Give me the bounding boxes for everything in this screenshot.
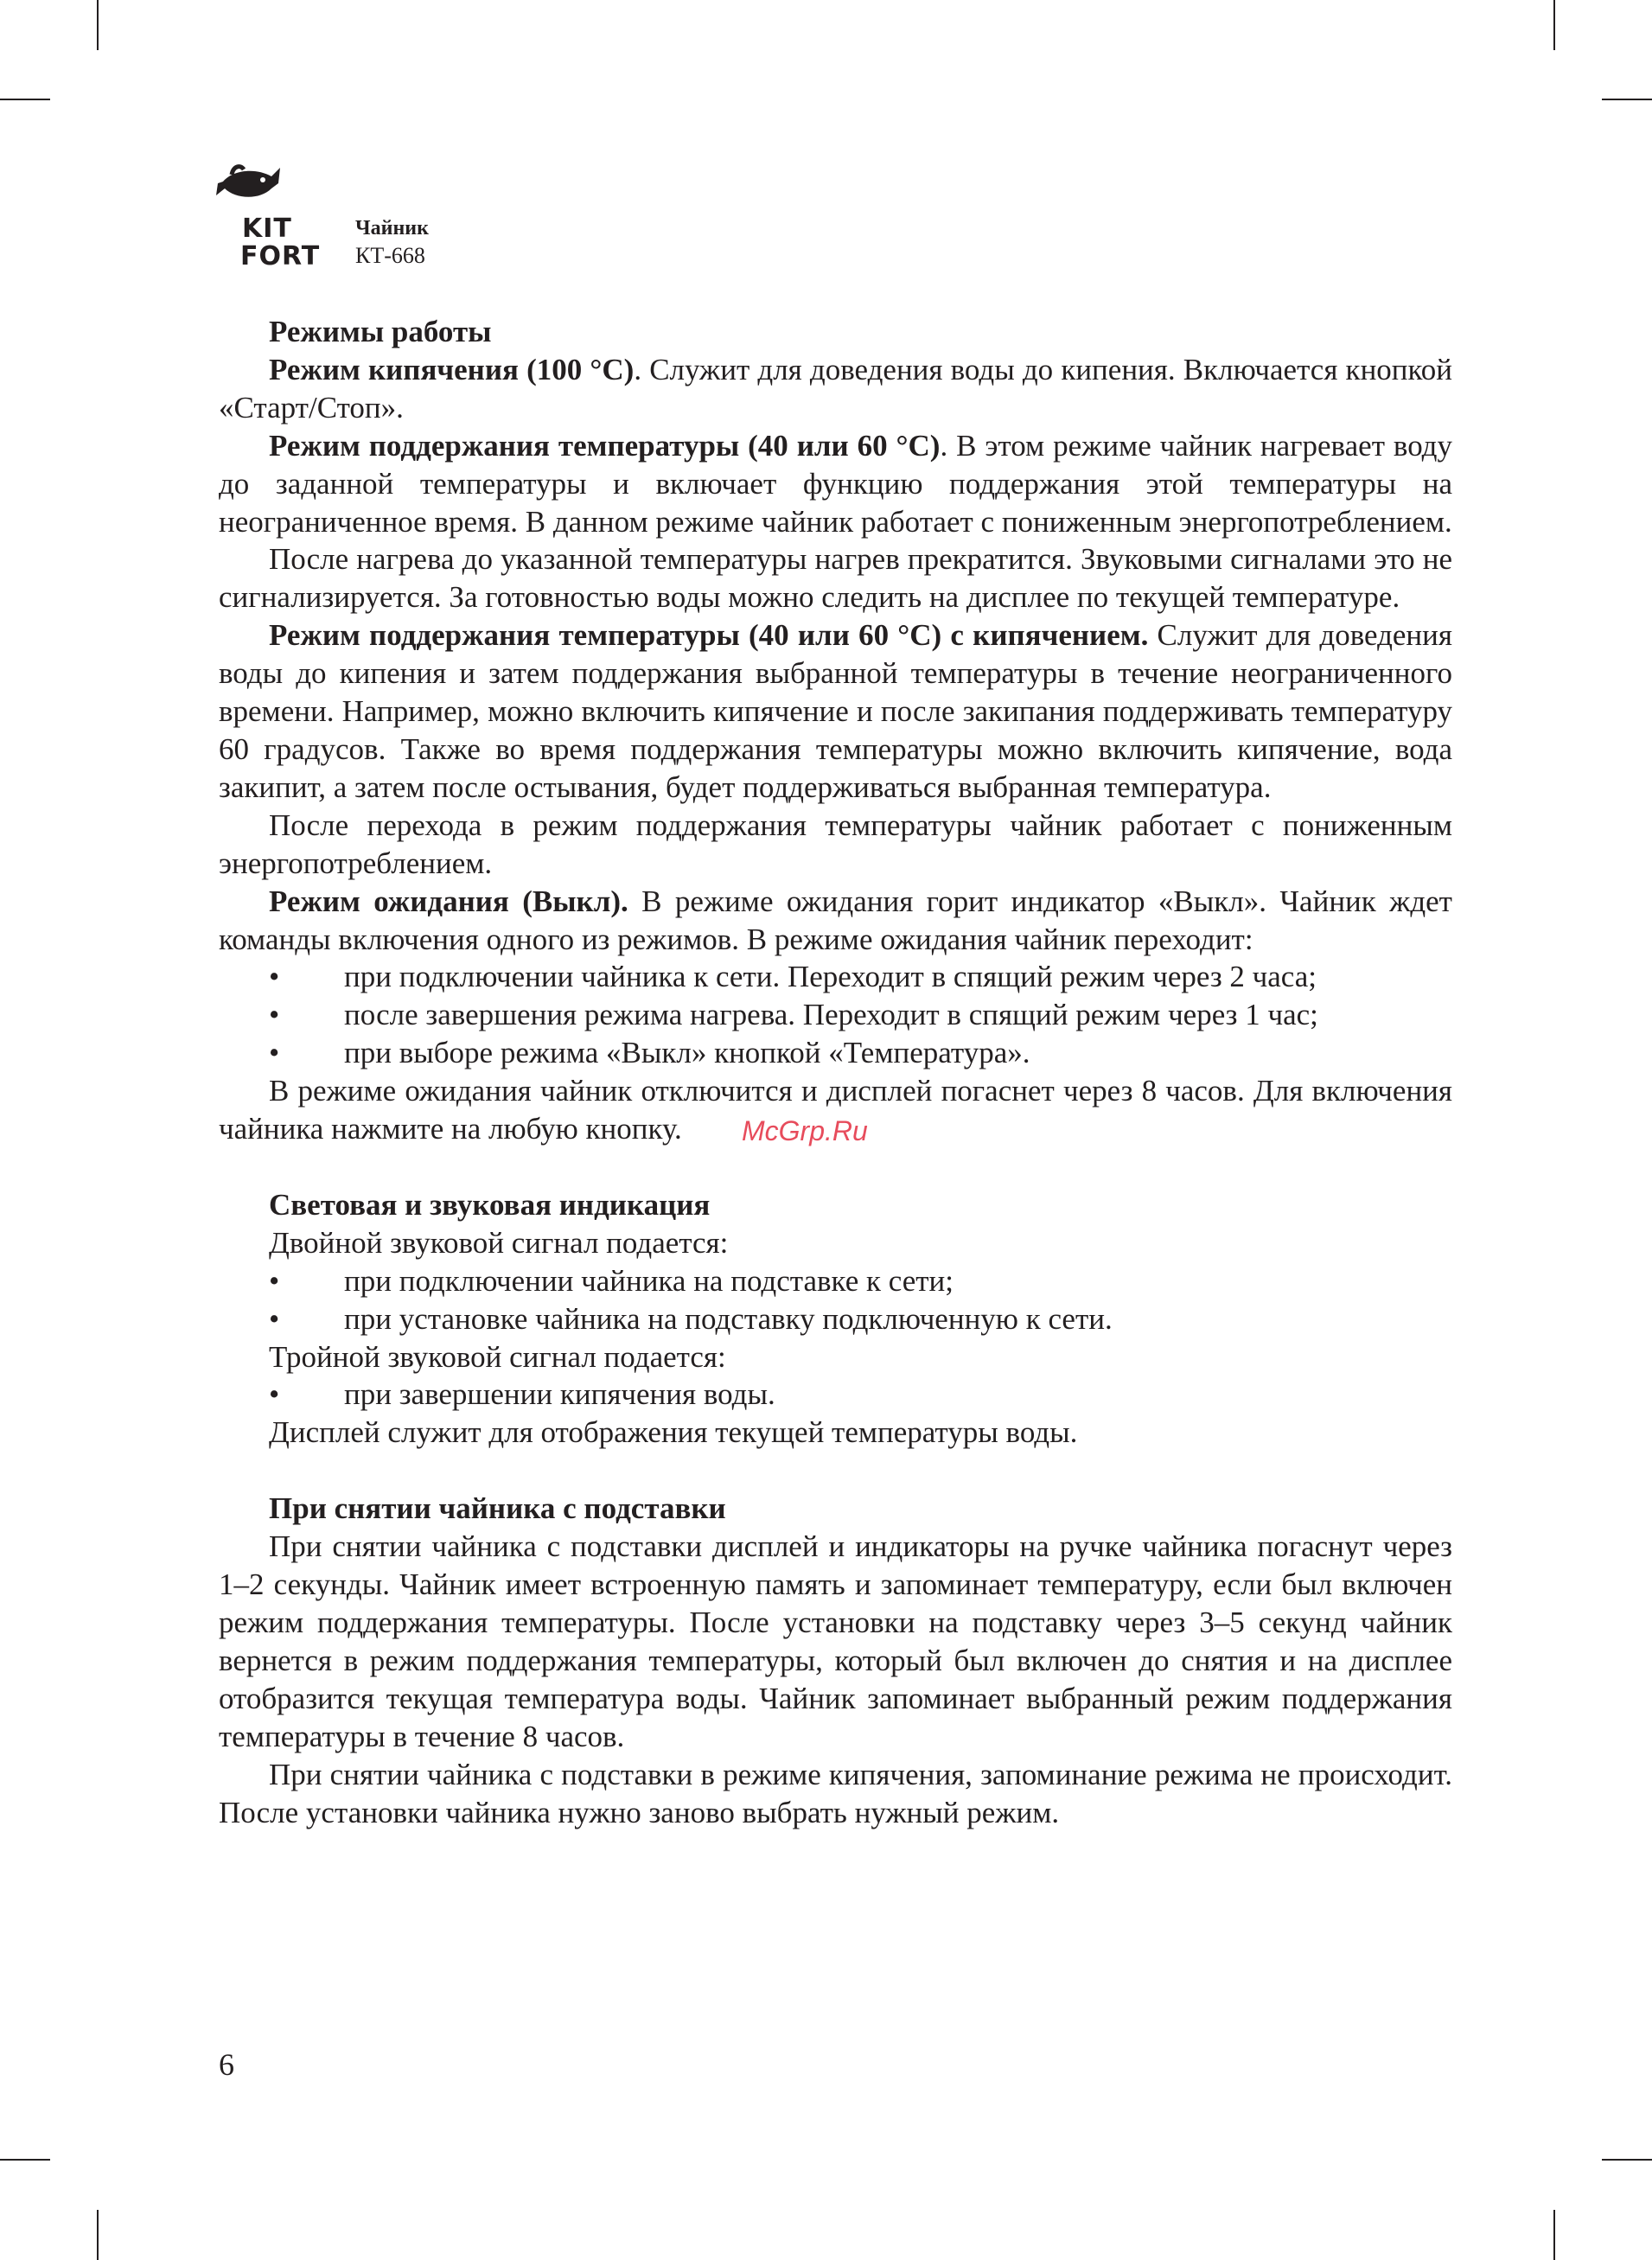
section-title-indication: Световая и звуковая индикация: [269, 1187, 711, 1222]
paragraph-removal-2: При снятии чайника с подставки в режиме кипячения, запоминание режима не происходит. После установки чайника нужно заново выбрать нужный режим.: [219, 1757, 1452, 1829]
paragraph-keep-mode: [219, 427, 1452, 541]
section-title-removal: При снятии чайника с подставки: [269, 1491, 726, 1526]
paragraph-standby-mode: [219, 883, 1452, 959]
text-boil-mode: . Служит для доведения воды до кипения. Включается кнопкой «Старт/Стоп».: [219, 352, 1452, 425]
page-number: 6: [219, 2047, 234, 2082]
crop-mark: [1602, 2159, 1652, 2161]
double-signal-intro: Двойной звуковой сигнал подается:: [269, 1225, 729, 1260]
list-item-text: при подключении чайника к сети. Переходит в спящий режим через 2 часа;: [344, 960, 1317, 994]
section-title-modes: Режимы работы: [269, 315, 492, 348]
crop-mark: [0, 99, 50, 100]
paragraph-keep-boil-mode: [219, 616, 1452, 807]
page-header: [214, 164, 560, 285]
product-name: Чайник: [355, 217, 429, 239]
crop-mark: [1553, 0, 1555, 50]
crop-mark: [97, 2210, 99, 2260]
triple-signal-intro: Тройной звуковой сигнал подается:: [269, 1339, 726, 1374]
list-item-text: при установке чайника на подставку подключенную к сети.: [344, 1301, 1113, 1336]
list-item: [219, 1376, 1452, 1414]
paragraph-keep-note: После нагрева до указанной температуры нагрев прекратится. Звуковыми сигналами это не сигнализируется. За готовностью воды можно следить на дисплее по текущей температуре.: [219, 542, 1452, 615]
list-item-text: при подключении чайника на подставке к сети;: [344, 1263, 954, 1298]
product-model: КТ-668: [355, 243, 425, 268]
text-standby-mode: В режиме ожидания горит индикатор «Выкл». Чайник ждет команды включения одного из режимов. В режиме ожидания чайник переходит:: [219, 884, 1452, 956]
text-keep-mode: . В этом режиме чайник нагревает воду до заданной температуры и включает функцию поддержания этой температуры на неограниченное время. В данном режиме чайник работает с пониженным энергопотреблением.: [219, 428, 1452, 539]
crop-mark: [97, 0, 99, 50]
document-body: [219, 313, 1452, 1831]
term-keep-mode: Режим поддержания температуры (40 или 60 °С): [269, 428, 941, 463]
bullet-marker: •: [269, 998, 280, 1032]
list-item: [219, 1034, 1452, 1072]
term-standby-mode: Режим ожидания (Выкл).: [269, 884, 628, 918]
paragraph-boil-mode: [219, 351, 1452, 427]
paragraph-standby-note: В режиме ожидания чайник отключится и дисплей погаснет через 8 часов. Для включения чайника нажмите на любую кнопку.: [219, 1074, 1452, 1146]
list-item-text: при завершении кипячения воды.: [344, 1377, 775, 1412]
list-item: [219, 996, 1452, 1034]
text-keep-boil-mode: Служит для доведения воды до кипения и затем поддержания выбранной температуры в течение неограниченного времени. Например, можно включить кипячение и после закипания поддерживать температуру 60 градусов. Также во время поддержания температуры можно включить кипячение, вода закипит, а затем после остывания, будет поддерживаться выбранная температура.: [219, 618, 1452, 804]
logo-text-fort: FORT: [240, 241, 321, 271]
list-item: [219, 958, 1452, 996]
bullet-marker: •: [269, 960, 280, 994]
crop-mark: [1602, 99, 1652, 100]
crop-mark: [1553, 2210, 1555, 2260]
list-item-text: при выборе режима «Выкл» кнопкой «Температура».: [344, 1036, 1030, 1070]
logo-text-kit: KIT: [242, 214, 292, 244]
list-item-text: после завершения режима нагрева. Переходит в спящий режим через 1 час;: [344, 998, 1318, 1032]
bullet-marker: •: [269, 1263, 280, 1298]
watermark: McGrp.Ru: [742, 1115, 868, 1146]
list-item: [219, 1300, 1452, 1338]
display-note: Дисплей служит для отображения текущей температуры воды.: [269, 1415, 1078, 1450]
paragraph-keep-boil-note: После перехода в режим поддержания температуры чайник работает с пониженным энергопотреблением.: [219, 808, 1452, 880]
term-keep-boil-mode: Режим поддержания температуры (40 или 60 °С) с кипячением.: [269, 618, 1149, 653]
kitfort-fish-logo-icon: [214, 164, 284, 207]
paragraph-removal-1: При снятии чайника с подставки дисплей и индикаторы на ручке чайника погаснут через 1–2 секунды. Чайник имеет встроенную память и запоминает температуру, если был включен режим поддержания температуры. После установки на подставку через 3–5 секунд чайник вернется в режим поддержания температуры, который был включен до снятия и на дисплее отобразится текущая температура воды. Чайник запоминает выбранный режим поддержания температуры в течение 8 часов.: [219, 1529, 1452, 1753]
bullet-marker: •: [269, 1036, 280, 1070]
term-boil-mode: Режим кипячения (100 °С): [269, 352, 635, 386]
bullet-marker: •: [269, 1301, 280, 1336]
crop-mark: [0, 2159, 50, 2161]
bullet-marker: •: [269, 1377, 280, 1412]
list-item: [219, 1262, 1452, 1300]
